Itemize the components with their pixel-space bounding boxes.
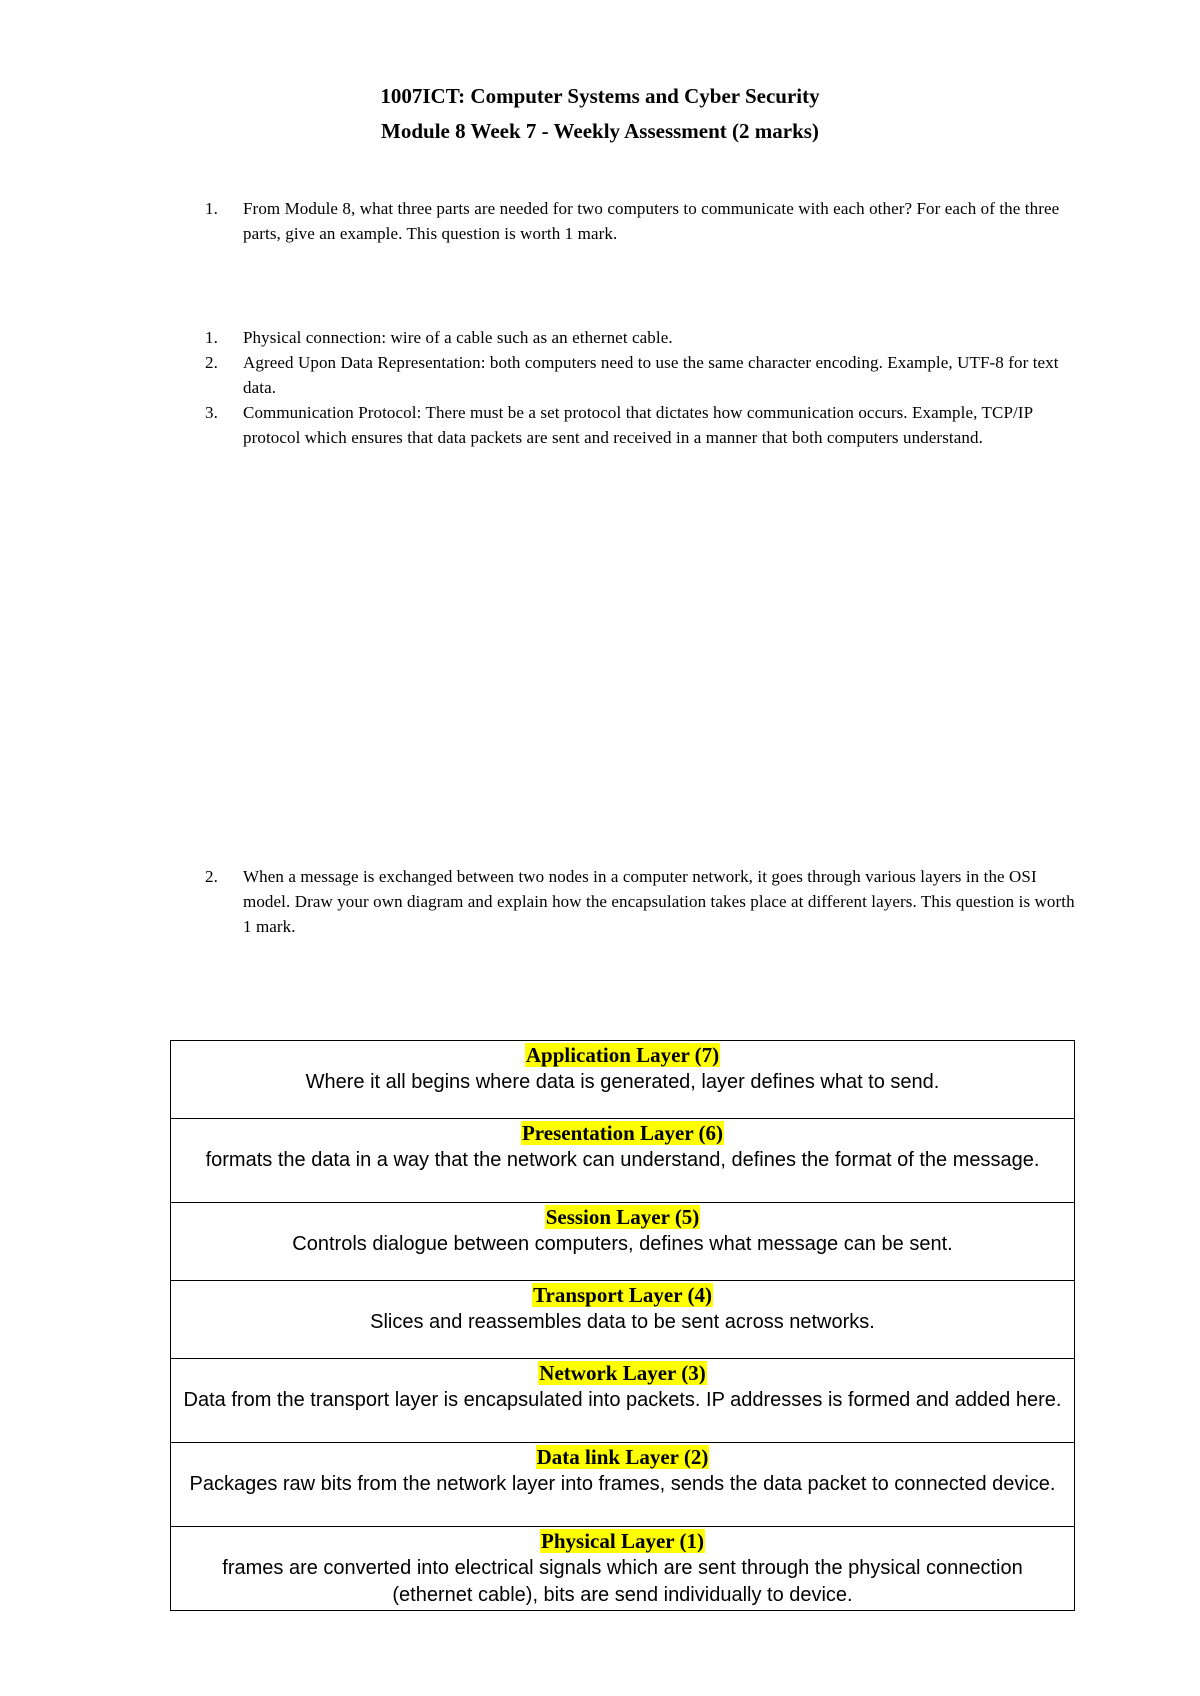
layer-name-highlight: Transport Layer (4) — [533, 1283, 712, 1307]
layer-name — [183, 1527, 1062, 1555]
osi-row-data-link — [171, 1443, 1075, 1527]
osi-cell — [171, 1527, 1075, 1611]
answer-item-text: Agreed Upon Data Representation: both computers need to use the same character encoding. Example, UTF-8 for text data. — [243, 353, 1059, 397]
osi-row-application — [171, 1041, 1075, 1119]
osi-row-presentation — [171, 1119, 1075, 1203]
osi-cell — [171, 1359, 1075, 1443]
question-1-number: 1. — [205, 199, 218, 218]
osi-cell — [171, 1281, 1075, 1359]
course-title: 1007ICT: Computer Systems and Cyber Security — [380, 84, 820, 108]
layer-name-highlight: Application Layer (7) — [525, 1043, 720, 1067]
question-2-number: 2. — [205, 867, 218, 886]
answer-item-text: Physical connection: wire of a cable such as an ethernet cable. — [243, 328, 673, 347]
layer-description: formats the data in a way that the network can understand, defines the format of the message. — [205, 1149, 1040, 1171]
answer-1-list — [205, 325, 1085, 450]
osi-row-physical — [171, 1527, 1075, 1611]
question-2-list — [205, 864, 1085, 939]
question-1-list — [205, 196, 1085, 246]
question-2-text: When a message is exchanged between two nodes in a computer network, it goes through various layers in the OSI model. Draw your own diagram and explain how the encapsulation takes place at different layers. This question is worth 1 mark. — [243, 867, 1075, 936]
layer-description: Where it all begins where data is generated, layer defines what to send. — [305, 1071, 940, 1093]
osi-row-network — [171, 1359, 1075, 1443]
osi-model-table — [170, 1040, 1075, 1611]
osi-cell — [171, 1203, 1075, 1281]
layer-name-highlight: Presentation Layer (6) — [521, 1121, 724, 1145]
osi-cell — [171, 1443, 1075, 1527]
question-2 — [205, 864, 1085, 939]
layer-name-highlight: Physical Layer (1) — [541, 1529, 704, 1553]
assessment-title: Module 8 Week 7 - Weekly Assessment (2 marks) — [381, 119, 819, 143]
answer-item-1 — [205, 325, 1085, 350]
answer-item-number: 3. — [205, 403, 218, 422]
osi-cell — [171, 1119, 1075, 1203]
answer-item-text: Communication Protocol: There must be a set protocol that dictates how communication occurs. Example, TCP/IP protocol which ensures that data packets are sent and received in a manner that both computers understand. — [243, 403, 1033, 447]
answer-item-2 — [205, 350, 1085, 400]
layer-name-highlight: Session Layer (5) — [545, 1205, 700, 1229]
layer-name — [183, 1359, 1062, 1387]
layer-description: Controls dialogue between computers, defines what message can be sent. — [292, 1233, 953, 1255]
layer-name — [183, 1281, 1062, 1309]
layer-name-highlight: Network Layer (3) — [539, 1361, 706, 1385]
question-1-text: From Module 8, what three parts are needed for two computers to communicate with each other? For each of the three parts, give an example. This question is worth 1 mark. — [243, 199, 1060, 243]
layer-name — [183, 1203, 1062, 1231]
layer-description: Slices and reassembles data to be sent across networks. — [370, 1311, 875, 1333]
question-1 — [205, 196, 1085, 246]
layer-description: Packages raw bits from the network layer into frames, sends the data packet to connected device. — [189, 1473, 1056, 1495]
layer-description: frames are converted into electrical signals which are sent through the physical connection (ethernet cable), bits are send individually to device. — [222, 1557, 1023, 1606]
layer-name — [183, 1119, 1062, 1147]
osi-cell — [171, 1041, 1075, 1119]
layer-name — [183, 1041, 1062, 1069]
osi-row-session — [171, 1203, 1075, 1281]
layer-name-highlight: Data link Layer (2) — [536, 1445, 709, 1469]
layer-name — [183, 1443, 1062, 1471]
layer-description: Data from the transport layer is encapsulated into packets. IP addresses is formed and added here. — [183, 1389, 1062, 1411]
answer-item-3 — [205, 400, 1085, 450]
osi-row-transport — [171, 1281, 1075, 1359]
answer-item-number: 2. — [205, 353, 218, 372]
answer-item-number: 1. — [205, 328, 218, 347]
